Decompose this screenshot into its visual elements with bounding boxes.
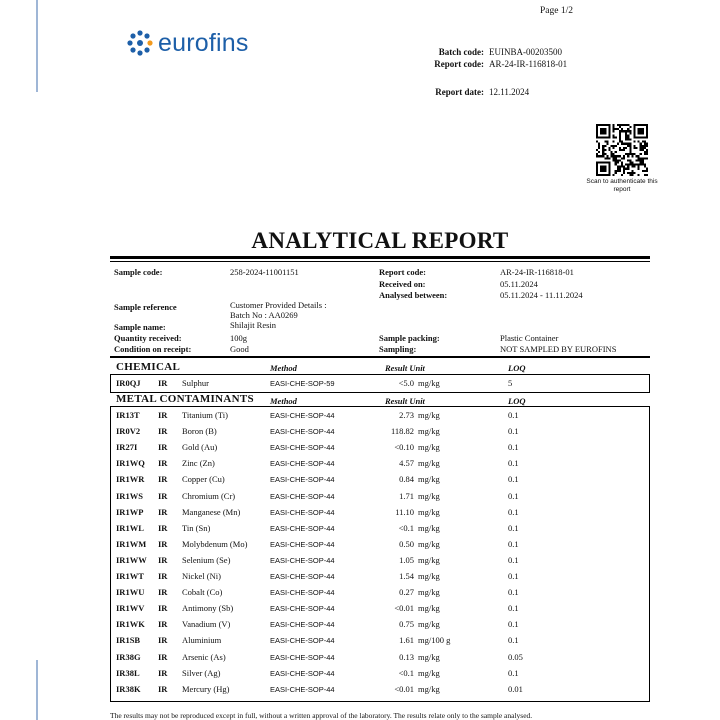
loq-value: 0.01 (508, 683, 523, 694)
result-value: 0.13 (399, 651, 414, 662)
parameter-name: Antimony (Sb) (182, 603, 234, 614)
analysis-code: IR1WK (116, 619, 145, 630)
parameter-name: Chromium (Cr) (182, 490, 236, 501)
method-code: EASI-CHE-SOP-44 (270, 459, 335, 469)
page-edge-line-bottom (36, 660, 38, 720)
loq-value: 0.1 (508, 587, 519, 598)
method-code: EASI-CHE-SOP-44 (270, 427, 335, 437)
result-value: <5.0 (398, 378, 414, 388)
result-value: 118.82 (390, 426, 414, 437)
analysis-type: IR (158, 458, 168, 469)
result-unit: mg/kg (418, 458, 440, 469)
analysis-code: IR1WR (116, 474, 145, 485)
loq-value: 0.1 (508, 554, 519, 565)
parameter-name: Aluminium (182, 635, 222, 646)
analysis-code: IR0V2 (116, 426, 141, 437)
title-rule-thin (110, 261, 650, 262)
sampling-label: Sampling: (379, 344, 417, 354)
parameter-name: Selenium (Se) (182, 554, 231, 565)
report-code-row (400, 59, 567, 69)
analysis-type: IR (158, 619, 168, 630)
metal-row (116, 668, 636, 682)
result-unit: mg/kg (418, 378, 440, 388)
metal-row (116, 619, 636, 633)
page-edge-line-top (36, 0, 38, 92)
metals-method-header: Method (270, 396, 297, 406)
condition-label: Condition on receipt: (114, 344, 192, 354)
parameter-name: Titanium (Ti) (182, 410, 228, 420)
method-code: EASI-CHE-SOP-44 (270, 620, 335, 630)
loq-value: 0.1 (508, 538, 519, 549)
title-rule (110, 256, 650, 259)
result-unit: mg/kg (418, 506, 440, 517)
result-unit: mg/kg (418, 490, 440, 501)
metal-row (116, 523, 636, 537)
loq-value: 0.1 (508, 474, 519, 485)
loq-value: 0.1 (508, 426, 519, 437)
analysis-type: IR (158, 683, 168, 694)
result-unit: mg/kg (418, 538, 440, 549)
metal-row (116, 442, 636, 456)
result-unit: mg/kg (418, 667, 440, 678)
received-on-value: 05.11.2024 (500, 279, 538, 289)
info-report-code-value: AR-24-IR-116818-01 (500, 267, 574, 277)
sample-reference-line2: Batch No : AA0269 (230, 310, 298, 320)
metal-row (116, 426, 636, 440)
method-code: EASI-CHE-SOP-44 (270, 604, 335, 614)
analysis-type: IR (158, 522, 168, 533)
parameter-name: Sulphur (182, 378, 209, 388)
chemical-row (116, 378, 636, 392)
analysis-code: IR1SB (116, 635, 141, 646)
method-code: EASI-CHE-SOP-44 (270, 652, 335, 662)
loq-value: 0.1 (508, 506, 519, 517)
batch-code-row (400, 47, 562, 57)
report-code-label: Report code: (434, 59, 484, 69)
analysis-type: IR (158, 554, 168, 565)
metal-row (116, 555, 636, 569)
metal-row (116, 684, 636, 698)
metal-row (116, 539, 636, 553)
analysis-code: IR1WV (116, 603, 145, 614)
result-value: 0.27 (399, 587, 414, 598)
result-unit: mg/kg (418, 603, 440, 614)
parameter-name: Zinc (Zn) (182, 458, 215, 469)
analysis-code: IR1WW (116, 554, 147, 565)
analysis-type: IR (158, 442, 168, 453)
result-value: 0.75 (399, 619, 414, 630)
result-value: 11.10 (395, 506, 414, 517)
sample-code-label: Sample code: (114, 267, 163, 277)
method-code: EASI-CHE-SOP-44 (270, 588, 335, 598)
result-unit: mg/kg (418, 619, 440, 630)
sample-packing-value: Plastic Container (500, 333, 559, 343)
result-value: 1.71 (399, 490, 414, 501)
result-value: 4.57 (399, 458, 414, 469)
result-unit: mg/kg (418, 474, 440, 485)
analysis-type: IR (158, 474, 168, 485)
result-value: <0.10 (394, 442, 414, 453)
report-code-value: AR-24-IR-116818-01 (489, 59, 568, 69)
analysis-code: IR1WP (116, 506, 144, 517)
barcode (480, 18, 576, 38)
parameter-name: Silver (Ag) (182, 667, 221, 678)
logo-wordmark: eurofins (158, 28, 249, 57)
result-value: <0.1 (398, 522, 414, 533)
metal-row (116, 491, 636, 505)
analysis-type: IR (158, 538, 168, 549)
result-unit: mg/kg (418, 522, 440, 533)
result-value: 0.50 (399, 538, 414, 549)
parameter-name: Nickel (Ni) (182, 571, 221, 581)
analysis-code: IR38G (116, 651, 141, 662)
analysis-code: IR38L (116, 667, 140, 678)
result-unit: mg/kg (418, 554, 440, 565)
method-code: EASI-CHE-SOP-44 (270, 475, 335, 485)
analysis-type: IR (158, 426, 168, 437)
report-title: ANALYTICAL REPORT (251, 228, 509, 253)
loq-value: 0.1 (508, 522, 519, 533)
analysis-type: IR (158, 410, 168, 420)
result-value: <0.1 (398, 667, 414, 678)
loq-value: 0.05 (508, 651, 523, 662)
method-code: EASI-CHE-SOP-44 (270, 668, 335, 678)
analysis-type: IR (158, 571, 168, 581)
parameter-name: Molybdenum (Mo) (182, 538, 248, 549)
metal-contaminants-heading: METAL CONTAMINANTS (116, 393, 254, 405)
analysis-type: IR (158, 667, 168, 678)
result-unit: mg/kg (418, 410, 440, 420)
analysis-code: IR1WU (116, 587, 145, 598)
loq-value: 0.1 (508, 667, 519, 678)
qr-code-icon (596, 124, 648, 176)
result-value: 1.54 (399, 571, 414, 581)
info-rule (110, 356, 650, 358)
result-unit: mg/kg (418, 571, 440, 581)
parameter-name: Boron (B) (182, 426, 217, 437)
metal-row (116, 587, 636, 601)
loq-value: 0.1 (508, 635, 519, 646)
metal-row (116, 507, 636, 521)
method-code: EASI-CHE-SOP-44 (270, 507, 335, 517)
loq-value: 0.1 (508, 490, 519, 501)
method-code: EASI-CHE-SOP-44 (270, 684, 335, 694)
parameter-name: Copper (Cu) (182, 474, 225, 485)
method-code: EASI-CHE-SOP-44 (270, 443, 335, 453)
eurofins-logo (126, 28, 249, 58)
analysis-type: IR (158, 506, 168, 517)
quantity-value: 100g (230, 333, 247, 343)
analysis-code: IR13T (116, 410, 140, 420)
parameter-name: Cobalt (Co) (182, 587, 223, 598)
footer-disclaimer: The results may not be reproduced except in full, without a written approval of the laboratory. The results relate only to the sample analysed. (110, 711, 533, 720)
condition-value: Good (230, 344, 249, 354)
chemical-method-header: Method (270, 363, 297, 373)
method-code: EASI-CHE-SOP-44 (270, 491, 335, 501)
parameter-name: Tin (Sn) (182, 522, 211, 533)
report-date-row (400, 87, 529, 97)
analysis-code: IR38K (116, 683, 141, 694)
analysis-type: IR (158, 490, 168, 501)
loq-value: 0.1 (508, 619, 519, 630)
sample-name-label: Sample name: (114, 322, 166, 332)
result-unit: mg/kg (418, 683, 440, 694)
metal-row (116, 410, 636, 424)
result-value: <0.01 (394, 683, 414, 694)
chemical-heading: CHEMICAL (116, 361, 181, 373)
report-date-value: 12.11.2024 (489, 87, 530, 97)
batch-code-value: EUINBA-00203500 (489, 47, 562, 57)
sample-code-value: 258-2024-11001151 (230, 267, 299, 277)
sample-name-value: Shilajit Resin (230, 320, 277, 330)
loq-value: 0.1 (508, 410, 519, 420)
loq-value: 0.1 (508, 458, 519, 469)
method-code: EASI-CHE-SOP-44 (270, 411, 335, 420)
method-code: EASI-CHE-SOP-44 (270, 636, 335, 646)
received-on-label: Received on: (379, 279, 426, 289)
result-unit: mg/100 g (418, 635, 451, 646)
result-value: 0.84 (399, 474, 414, 485)
metal-row (116, 458, 636, 472)
analysis-type: IR (158, 378, 168, 388)
analysis-code: IR1WM (116, 538, 147, 549)
chemical-result-header: Result Unit (385, 363, 425, 373)
method-code: EASI-CHE-SOP-44 (270, 523, 335, 533)
result-value: 1.61 (399, 635, 414, 646)
analysed-between-value: 05.11.2024 - 11.11.2024 (500, 290, 583, 300)
sample-reference-line1: Customer Provided Details : (230, 300, 327, 310)
analysis-code: IR27I (116, 442, 138, 453)
result-value: 1.05 (399, 554, 414, 565)
method-code: EASI-CHE-SOP-44 (270, 572, 335, 581)
result-unit: mg/kg (418, 426, 440, 437)
chemical-loq-header: LOQ (508, 363, 526, 373)
result-value: 2.73 (399, 410, 414, 420)
batch-code-label: Batch code: (438, 47, 484, 57)
analysis-type: IR (158, 651, 168, 662)
parameter-name: Vanadium (V) (182, 619, 231, 630)
metals-result-header: Result Unit (385, 396, 425, 406)
analysis-code: IR1WS (116, 490, 143, 501)
parameter-name: Mercury (Hg) (182, 683, 230, 694)
report-date-label: Report date: (435, 87, 484, 97)
result-value: <0.01 (394, 603, 414, 614)
result-unit: mg/kg (418, 442, 440, 453)
sample-packing-label: Sample packing: (379, 333, 440, 343)
method-code: EASI-CHE-SOP-44 (270, 539, 335, 549)
analysis-type: IR (158, 587, 168, 598)
analysis-code: IR1WT (116, 571, 144, 581)
parameter-name: Manganese (Mn) (182, 506, 241, 517)
quantity-label: Quantity received: (114, 333, 182, 343)
sample-reference-label: Sample reference (114, 302, 177, 312)
metals-loq-header: LOQ (508, 396, 526, 406)
result-unit: mg/kg (418, 651, 440, 662)
metal-row (116, 603, 636, 617)
metal-row (116, 474, 636, 488)
loq-value: 0.1 (508, 442, 519, 453)
loq-value: 0.1 (508, 603, 519, 614)
analysis-code: IR1WL (116, 522, 144, 533)
sampling-value: NOT SAMPLED BY EUROFINS (500, 344, 617, 354)
result-unit: mg/kg (418, 587, 440, 598)
loq-value: 0.1 (508, 571, 519, 581)
loq-value: 5 (508, 378, 513, 388)
analysis-code: IR0QJ (116, 378, 141, 388)
metal-row (116, 571, 636, 585)
method-code: EASI-CHE-SOP-59 (270, 379, 335, 388)
page-number: Page 1/2 (540, 6, 573, 16)
analysis-type: IR (158, 603, 168, 614)
info-report-code-label: Report code: (379, 267, 426, 277)
metal-row (116, 652, 636, 666)
eurofins-dots-icon (126, 29, 154, 57)
metal-row (116, 635, 636, 649)
method-code: EASI-CHE-SOP-44 (270, 555, 335, 565)
qr-caption: Scan to authenticate this report (586, 178, 658, 193)
analysis-type: IR (158, 635, 168, 646)
analysed-between-label: Analysed between: (379, 290, 448, 300)
parameter-name: Arsenic (As) (182, 651, 226, 662)
analysis-code: IR1WQ (116, 458, 145, 469)
parameter-name: Gold (Au) (182, 442, 218, 453)
